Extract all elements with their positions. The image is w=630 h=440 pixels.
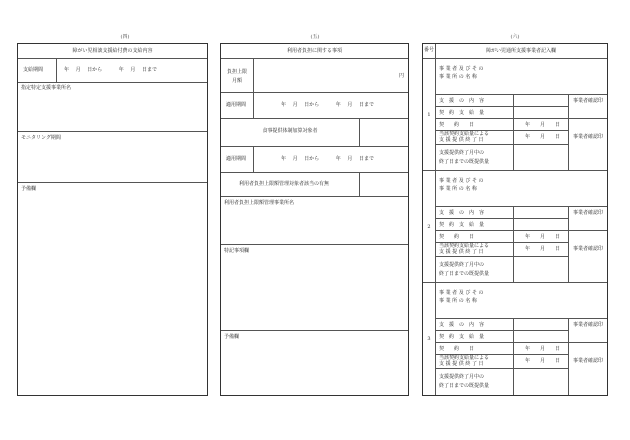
end-date-label: 当該契約支給量による [439,355,490,361]
middle-period2-value[interactable]: 年 月 日から 年 月 日まで [281,156,374,162]
contract-date-label: 契 約 日 [439,122,475,128]
middle-period-value[interactable]: 年 月 日から 年 月 日まで [281,102,374,108]
end-date-label: 当該契約支給量による [439,131,490,137]
contract-date-value[interactable]: 年 月 日 [525,122,561,128]
middle-period2-label: 適用期間 [226,156,247,162]
office-name-label: 事 業 者 及 び そ の [439,290,484,296]
office-name-label: 事 業 所 の 名 称 [439,298,477,304]
support-content-label: 支 援 の 内 容 [439,210,485,216]
mgmt-target-label: 利用者負担上限額管理対象者該当の有無 [239,181,330,187]
used-amount-label: 支援提供終了月中の [439,374,485,380]
left-panel-title: 障がい児相談支援給付費の支給内容 [72,48,153,54]
confirm-stamp-label: 事業者確認印 [573,134,604,140]
right-panel-title: 障がい児通所支援事業者記入欄 [485,48,556,54]
entry-number-3: 3 [427,336,431,342]
used-amount-label: 終了日までの既提供量 [439,159,490,165]
burden-limit-label-1: 負担上限 [227,69,248,75]
left-panel [17,43,208,396]
end-date-label: 支 援 提 供 終 了 日 [439,137,484,143]
contract-date-value[interactable]: 年 月 日 [525,346,561,352]
right-panel [422,43,608,396]
special-notes-label: 特記事項欄 [224,248,250,254]
end-date-label: 支 援 提 供 終 了 日 [439,361,484,367]
used-amount-label: 支援提供終了月中の [439,150,485,156]
contract-date-value[interactable]: 年 月 日 [525,234,561,240]
contract-date-label: 契 約 日 [439,234,475,240]
page-label-left: (四) [120,34,130,40]
contract-amount-label: 契 約 支 給 量 [439,222,485,228]
confirm-stamp-label: 事業者確認印 [573,358,604,364]
middle-period-label: 適用期間 [226,102,247,108]
used-amount-label: 終了日までの既提供量 [439,383,490,389]
left-period-value[interactable]: 年 月 日から 年 月 日まで [64,67,157,73]
office-name-label: 事 業 者 及 び そ の [439,66,484,72]
middle-panel [220,43,409,396]
support-content-label: 支 援 の 内 容 [439,322,485,328]
designated-office-label: 指定特定支援事業所名 [21,85,72,91]
end-date-value[interactable]: 年 月 日 [525,246,561,252]
end-date-label: 支 援 提 供 終 了 日 [439,249,484,255]
yen-unit: 円 [399,73,405,79]
page-label-right: (六) [510,34,520,40]
end-date-value[interactable]: 年 月 日 [525,358,561,364]
contract-amount-label: 契 約 支 給 量 [439,110,485,116]
office-name-label: 事 業 所 の 名 称 [439,186,477,192]
support-content-label: 支 援 の 内 容 [439,98,485,104]
confirm-stamp-label: 事業者確認印 [573,322,604,328]
meal-provision-label: 食事提供体制加算対象者 [262,128,318,134]
contract-amount-label: 契 約 支 給 量 [439,334,485,340]
office-name-label: 事 業 者 及 び そ の [439,178,484,184]
contract-date-label: 契 約 日 [439,346,475,352]
middle-panel-title: 利用者負担に関する事項 [286,48,342,54]
confirm-stamp-label: 事業者確認印 [573,246,604,252]
used-amount-label: 終了日までの既提供量 [439,271,490,277]
confirm-stamp-label: 事業者確認印 [573,210,604,216]
end-date-value[interactable]: 年 月 日 [525,134,561,140]
used-amount-label: 支援提供終了月中の [439,262,485,268]
office-name-label: 事 業 所 の 名 称 [439,74,477,80]
left-remarks-label: 予備欄 [21,186,37,192]
mgmt-office-label: 利用者負担上限額管理事業所名 [224,200,295,206]
number-header: 番号 [423,47,434,53]
burden-limit-label-2: 月額 [232,78,243,84]
left-period-label: 支給期間 [23,67,44,73]
confirm-stamp-label: 事業者確認印 [573,98,604,104]
end-date-label: 当該契約支給量による [439,243,490,249]
monitoring-period-label: モニタリング期間 [21,135,61,141]
entry-number-2: 2 [427,224,431,230]
page-label-middle: (五) [310,34,320,40]
entry-number-1: 1 [427,112,431,118]
middle-remarks-label: 予備欄 [224,334,240,340]
